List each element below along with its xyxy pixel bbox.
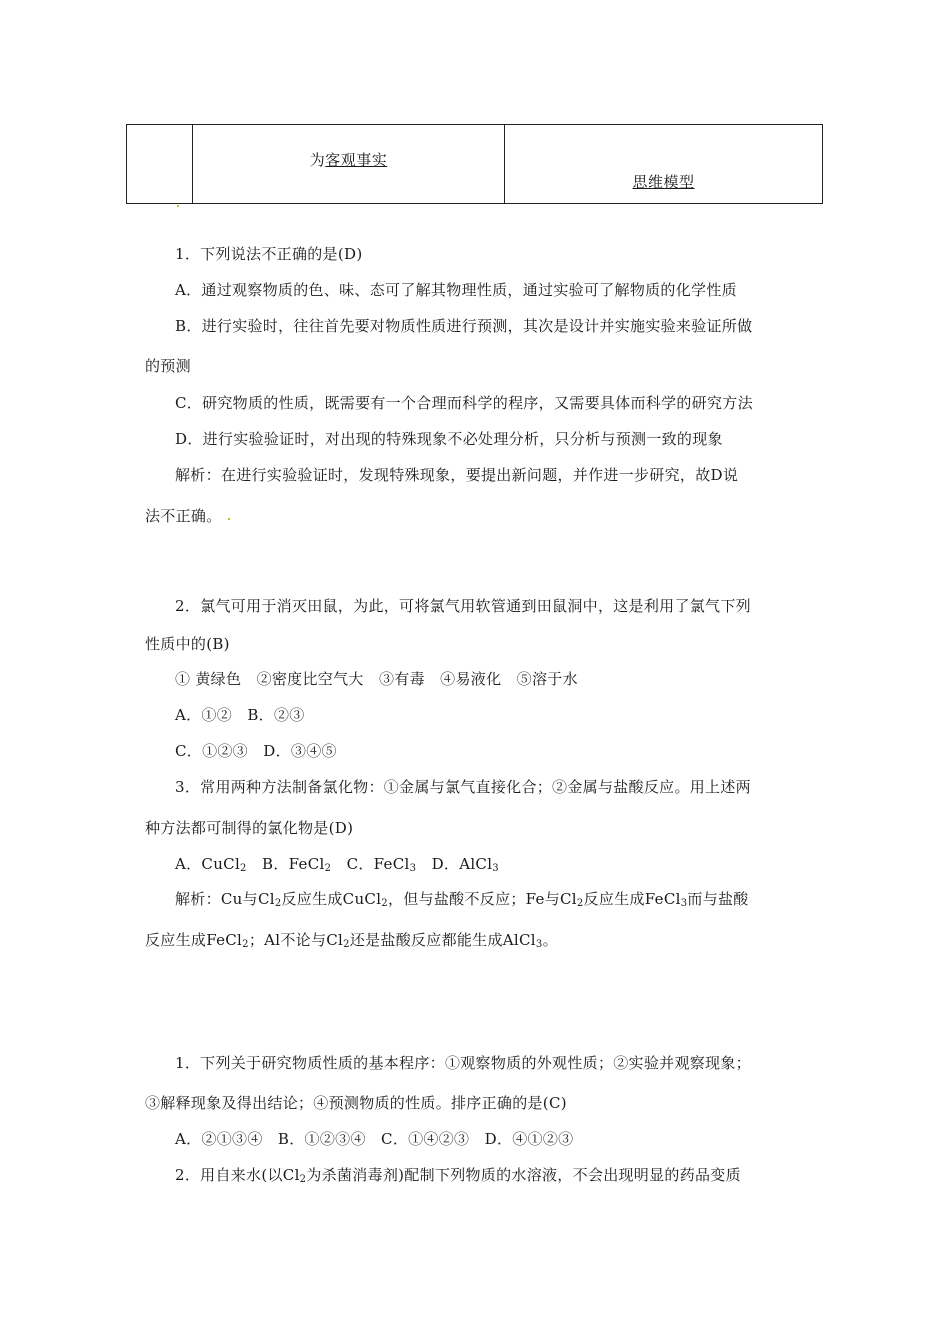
q3-stem-cont: 种方法都可制得的氯化物是(D)	[145, 819, 354, 837]
q3-analysis-cont: 反应生成FeCl$_2$；Al不论与$Cl_2$还是盐酸反应都能生成AlCl$_3$。	[145, 931, 558, 950]
q3-analysis: 解析：Cu与$Cl_2$反应生成CuCl$_2$，但与盐酸不反应；Fe与$Cl_2$反应生成FeCl$_3$而与盐酸	[175, 890, 749, 909]
s2-q1-stem: 1．下列关于研究物质性质的基本程序：①观察物质的外观性质；②实验并观察现象；	[175, 1054, 751, 1072]
table-fragment	[126, 124, 823, 204]
mark-dot	[177, 205, 179, 207]
cell-model-text: 思维模型	[632, 173, 695, 191]
q1-option-b: B．进行实验时，往往首先要对物质性质进行预测，其次是设计并实施实验来验证所做	[175, 317, 753, 335]
q1-option-a: A．通过观察物质的色、味、态可了解其物理性质，通过实验可了解物质的化学性质	[175, 281, 737, 299]
s2-q1-options: A．②①③④ B．①②③④ C．①④②③ D．④①②③	[175, 1130, 574, 1148]
q2-options-cd: C．①②③ D．③④⑤	[175, 742, 337, 760]
cell-prefix: 为	[309, 151, 326, 169]
q1-option-d: D．进行实验验证时，对出现的特殊现象不必处理分析，只分析与预测一致的现象	[175, 430, 723, 448]
q2-stem: 2．氯气可用于消灭田鼠，为此，可将氯气用软管通到田鼠洞中，这是利用了氯气下列	[175, 597, 751, 615]
table-cell-empty	[127, 125, 193, 203]
table-cell-model	[505, 125, 822, 203]
mark-dot	[228, 518, 230, 520]
q1-option-c: C．研究物质的性质，既需要有一个合理而科学的程序，又需要具体而科学的研究方法	[175, 394, 753, 412]
q1-analysis: 解析：在进行实验验证时，发现特殊现象，要提出新问题，并作进一步研究，故D说	[175, 466, 739, 484]
q1-stem: 1．下列说法不正确的是(D)	[175, 245, 363, 263]
q2-stem-cont: 性质中的(B)	[145, 635, 230, 653]
q2-options-ab: A．①② B．②③	[175, 706, 305, 724]
s2-q1-stem-cont: ③解释现象及得出结论；④预测物质的性质。排序正确的是(C)	[145, 1094, 567, 1112]
q1-option-b-cont: 的预测	[145, 357, 191, 375]
q2-properties: ① 黄绿色 ②密度比空气大 ③有毒 ④易液化 ⑤溶于水	[175, 670, 578, 688]
table-cell-fact	[193, 125, 505, 203]
q3-stem: 3．常用两种方法制备氯化物：①金属与氯气直接化合；②金属与盐酸反应。用上述两	[175, 778, 751, 796]
q3-options: A．CuCl$_2$ B．FeCl$_2$ C．FeCl$_3$ D．AlCl$_3$	[175, 855, 499, 874]
q1-analysis-cont: 法不正确。	[145, 507, 222, 525]
s2-q2-stem: 2．用自来水(以$Cl_2$为杀菌消毒剂)配制下列物质的水溶液，不会出现明显的药品变质	[175, 1166, 741, 1185]
cell-underlined: 客观事实	[325, 151, 388, 169]
